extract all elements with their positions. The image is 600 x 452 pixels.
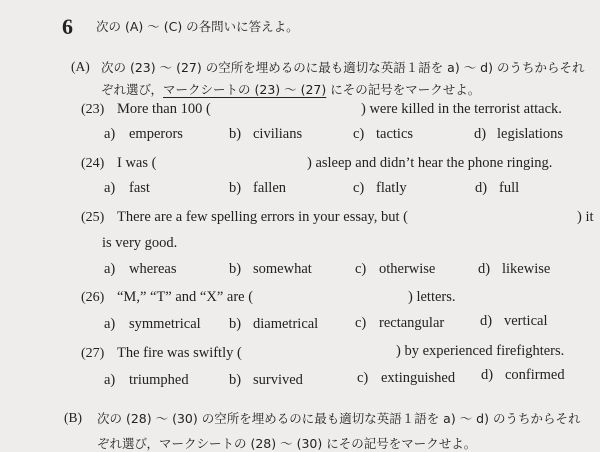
question-number: (23) [81,102,105,117]
option-a-letter: a) [104,316,116,332]
question-stem-before: “M,” “T” and “X” are ( [117,289,254,305]
option-c-word: rectangular [379,315,445,331]
option-c-letter: c) [355,315,367,331]
option-b-word: survived [253,372,303,388]
question-stem-after: ) letters. [408,289,456,305]
option-a-word: fast [129,180,150,196]
question-number: (25) [81,210,105,225]
question-stem-after: ) it [577,209,594,225]
option-c-letter: c) [353,180,365,196]
option-a-word: triumphed [129,372,189,388]
section-header: 次の (A) ～ (C) の各問いに答えよ。 [96,19,299,34]
option-c-word: tactics [376,126,414,142]
option-c-word: extinguished [381,370,456,386]
option-b-word: fallen [253,180,287,196]
option-d-word: confirmed [505,367,565,383]
option-b-word: diametrical [253,316,319,332]
option-d-letter: d) [475,180,488,196]
option-a-letter: a) [104,372,116,388]
option-b-letter: b) [229,126,242,142]
option-c-word: otherwise [379,261,436,277]
question-stem-after: ) were killed in the terrorist attack. [361,101,562,117]
part-a-instruction-line1: 次の (23) ～ (27) の空所を埋めるのに最も適切な英語１語を a) ～ d) のうちからそれ [101,60,585,75]
option-a-word: whereas [129,261,177,277]
option-c-letter: c) [357,370,369,386]
option-b-letter: b) [229,261,242,277]
option-b-letter: b) [229,372,242,388]
option-a-letter: a) [104,126,116,142]
option-a-letter: a) [104,261,116,277]
part-b-label: (B) [64,410,82,425]
question-number: (26) [81,290,105,305]
part-a-instruction-prefix: ぞれ選び， [101,82,164,97]
part-a-instruction-underlined: マークシートの (23) ～ (27) [163,82,327,97]
option-b-letter: b) [229,180,242,196]
option-c-letter: c) [353,126,365,142]
option-c-letter: c) [355,261,367,277]
option-a-word: symmetrical [129,316,201,332]
part-a-label: (A) [71,59,90,74]
option-d-word: likewise [502,261,551,277]
option-a-word: emperors [129,126,183,142]
option-b-letter: b) [229,316,242,332]
question-number: (27) [81,346,105,361]
section-number: 6 [62,14,73,39]
question-number: (24) [81,156,105,171]
option-d-letter: d) [478,261,491,277]
option-d-word: vertical [504,313,548,329]
question-stem-line2: is very good. [102,235,178,251]
option-b-word: civilians [253,126,303,142]
option-d-word: full [499,180,520,196]
question-stem-after: ) asleep and didn’t hear the phone ringing. [307,155,553,171]
part-b-instruction-line1: 次の (28) ～ (30) の空所を埋めるのに最も適切な英語１語を a) ～ d) のうちからそれ [97,411,581,426]
question-stem-before: There are a few spelling errors in your essay, but ( [117,209,408,225]
part-a-instruction-suffix: にその記号をマークせよ。 [326,82,481,97]
option-a-letter: a) [104,180,116,196]
option-b-word: somewhat [253,261,312,277]
option-d-letter: d) [474,126,487,142]
part-b-instruction-line2: ぞれ選び，マークシートの (28) ～ (30) にその記号をマークせよ。 [97,436,477,451]
question-stem-before: More than 100 ( [117,101,211,117]
question-stem-before: The fire was swiftly ( [117,345,242,361]
question-stem-after: ) by experienced firefighters. [396,343,565,359]
question-stem-before: I was ( [117,155,157,171]
option-d-letter: d) [480,313,493,329]
option-c-word: flatly [376,180,407,196]
part-a-instruction-line2 [101,80,480,98]
option-d-word: legislations [497,126,564,142]
option-d-letter: d) [481,367,494,383]
